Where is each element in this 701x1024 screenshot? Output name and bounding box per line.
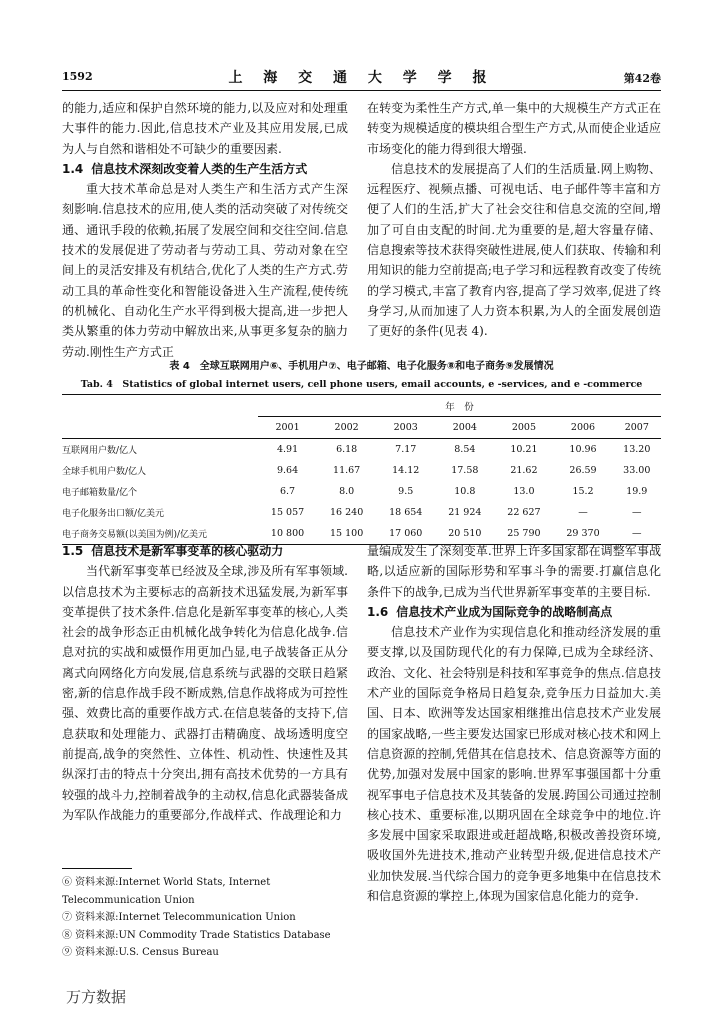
- year-cell: 2005: [494, 417, 553, 439]
- year-cell: 2007: [613, 417, 661, 439]
- header-rule: [62, 90, 661, 91]
- bottom-left-column: [62, 541, 348, 825]
- table-cell: 8.54: [454, 444, 476, 455]
- table-cell: —: [578, 507, 588, 518]
- year-cell: 2006: [553, 417, 612, 439]
- journal-title: 上 海 交 通 大 学 学 报: [228, 70, 495, 86]
- table-cell: 15.2: [572, 486, 594, 497]
- table-row: [62, 460, 661, 481]
- footnote: ⑦ 资料来源:Internet Telecommunication Union: [62, 912, 296, 923]
- table-cell: 8.0: [339, 486, 355, 497]
- section-heading-1-6: [367, 602, 661, 622]
- table-cell: 11.67: [333, 465, 361, 476]
- table-years-row: [62, 417, 661, 439]
- table-cell: 10.21: [510, 444, 538, 455]
- table-cell: 20 510: [435, 523, 494, 545]
- table-cell: 10.96: [569, 444, 597, 455]
- section-number: 1.4: [62, 161, 84, 176]
- year-group-header: 年 份: [258, 395, 661, 417]
- footnote: ⑨ 资料来源:U.S. Census Bureau: [62, 947, 219, 958]
- paragraph: 信息技术的发展提高了人们的生活质量.网上购物、远程医疗、视频点播、可视电话、电子邮件等丰富和方便了人们的生活,扩大了社会交往和信息交流的空间,增加了可自由支配的时间.尤为重要的是,超大容量存储、信息搜索等技术获得突破性进展,使人们获取、传输和利用知识的能力空前提高;电子学习和远程教育改变了传统的学习模式,丰富了教育内容,提高了学习效率,促进了终身学习,从而加速了人力资本积累,为人的全面发展创造了更好的条件(见表 4).: [367, 161, 661, 339]
- paragraph: 当代新军事变革已经波及全球,涉及所有军事领域.以信息技术为主要标志的高新技术迅猛发展,为新军事变革提供了技术条件.信息化是新军事变革的核心,人类社会的战争形态正由机械化战争转化为信息化战争.信息对抗的实战和威慑作用更加凸显,电子战装备正从分离式向网络化方向发展,信息系统与武器的交联日趋紧密,新的信息作战手段不断成熟,信息作战将成为可控性强、效费比高的重要作战方式.在信息装备的支持下,信息获取和处理能力、武器打击精确度、战场透明度空前提高,战争的突然性、立体性、机动性、快速性及其纵深打击的特点十分突出,拥有高技术优势的一方具有较强的战斗力,控制着战争的主动权,信息化武器装备成为军队作战能力的重要部分,作战样式、作战理论和力: [62, 564, 348, 822]
- table-cell: 15 057: [270, 507, 305, 518]
- table-cell: 13.0: [513, 486, 535, 497]
- section-heading-1-4: [62, 159, 348, 179]
- statistics-table: [62, 394, 661, 545]
- table-cell: 21 924: [448, 507, 482, 518]
- table-header-row: [62, 395, 661, 417]
- table-corner: [62, 395, 258, 417]
- table-cell: —: [613, 523, 661, 545]
- row-label: 电子商务交易额(以美国为例)/亿美元: [62, 523, 258, 545]
- table-cell: 7.17: [395, 444, 417, 455]
- footnote: ⑥ 资料来源:Internet World Stats, Internet Telecommunication Union: [62, 877, 271, 906]
- top-left-column: [62, 98, 348, 362]
- table-cell: 21.62: [510, 465, 538, 476]
- running-header: [62, 66, 661, 88]
- volume-label: 第42卷: [623, 72, 661, 85]
- table-cell: 14.12: [392, 465, 420, 476]
- table-cell: 4.91: [276, 444, 299, 455]
- year-cell: 2003: [376, 417, 435, 439]
- section-title: 信息技术是新军事变革的核心驱动力: [91, 544, 284, 558]
- paragraph: 的能力,适应和保护自然环境的能力,以及应对和处理重大事件的能力.因此,信息技术产业及其应用发展,已成为人与自然和谐相处不可缺少的重要因素.: [62, 101, 348, 156]
- footnote-rule: [62, 868, 132, 869]
- row-label: 全球手机用户数/亿人: [62, 467, 147, 477]
- page-number: 1592: [62, 70, 93, 83]
- footnotes: [62, 874, 354, 962]
- table-cell: 19.9: [626, 486, 648, 497]
- table-cell: 6.18: [336, 444, 358, 455]
- table-row: [62, 481, 661, 502]
- section-title: 信息技术深刻改变着人类的生产生活方式: [91, 161, 308, 176]
- row-label: 互联网用户数/亿人: [62, 446, 138, 456]
- year-cell: 2001: [258, 417, 317, 439]
- paragraph: 重大技术革命总是对人类生产和生活方式产生深刻影响.信息技术的应用,使人类的活动突破了对传统交通、通讯手段的依赖,拓展了发展空间和交往空间.信息技术的发展促进了劳动者与劳动工具、劳动对象在空间上的灵活安排及有机结合,优化了人类的生产方式.劳动工具的革命性变化和智能设备进入生产流程,使传统的机械化、自动化生产水平得到极大提高,进一步把人类从繁重的体力劳动中解放出来,从事更多复杂的脑力劳动.刚性生产方式正: [62, 182, 348, 359]
- table-cell: 15 100: [317, 523, 376, 545]
- table-cell: 17 060: [376, 523, 435, 545]
- paragraph: 在转变为柔性生产方式,单一集中的大规模生产方式正在转变为规模适度的模块组合型生产方式,从而使企业适应市场变化的能力得到很大增强.: [367, 101, 661, 156]
- section-number: 1.5: [62, 544, 84, 558]
- table-cell: 25 790: [494, 523, 553, 545]
- bottom-right-column: [367, 541, 661, 906]
- table-cell: 10.8: [454, 486, 476, 497]
- table-row: [62, 439, 661, 461]
- table-cell: 16 240: [330, 507, 364, 518]
- section-heading-1-5: [62, 541, 348, 561]
- table-cell: 9.5: [398, 486, 414, 497]
- row-label: 电子化服务出口额/亿美元: [62, 509, 165, 519]
- table-cell: 13.20: [623, 444, 651, 455]
- table-cell: 10 800: [258, 523, 317, 545]
- table-cell: 29 370: [553, 523, 612, 545]
- table-cell: —: [632, 507, 642, 518]
- watermark: 万方数据: [66, 988, 127, 1006]
- table-cell: 33.00: [623, 465, 651, 476]
- year-cell: 2004: [435, 417, 494, 439]
- table-cell: 18 654: [389, 507, 423, 518]
- row-label: 电子邮箱数量/亿个: [62, 488, 138, 498]
- section-number: 1.6: [367, 604, 389, 619]
- top-right-column: [367, 98, 661, 342]
- table-row: [62, 502, 661, 523]
- table-corner: [62, 417, 258, 439]
- section-title: 信息技术产业成为国际竞争的战略制高点: [396, 604, 613, 619]
- table-cell: 17.58: [451, 465, 479, 476]
- year-cell: 2002: [317, 417, 376, 439]
- table-caption-en: Tab. 4 Statistics of global internet users, cell phone users, email accounts, e -services, and e -commerce: [80, 379, 643, 390]
- paragraph: 信息技术产业作为实现信息化和推动经济发展的重要支撑,以及国防现代化的有力保障,已成为全球经济、政治、文化、社会特别是科技和军事竞争的焦点.信息技术产业的国际竞争格局日趋复杂,竞争压力日益加大.美国、日本、欧洲等发达国家相继推出信息技术产业发展的国家战略,一些主要发达国家已形成对核心技术和网上信息资源的控制,凭借其在信息技术、信息资源等方面的优势,加强对发展中国家的影响.世界军事强国都十分重视军事电子信息技术及其装备的发展.跨国公司通过控制核心技术、重要标准,以期巩固在全球竞争中的地位.许多发展中国家采取跟进或赶超战略,积极改善投资环境,吸收国外先进技术,推动产业转型升级,促进信息技术产业加快发展.当代综合国力的竞争更多地集中在信息技术和信息资源的掌控上,体现为国家信息化能力的竞争.: [367, 625, 661, 904]
- table-cell: 26.59: [569, 465, 597, 476]
- table-cell: 22 627: [507, 507, 541, 518]
- paragraph: 量编成发生了深刻变革.世界上许多国家都在调整军事战略,以适应新的国际形势和军事斗争的需要.打赢信息化条件下的战争,已成为当代世界新军事变革的主要目标.: [367, 544, 661, 599]
- footnote: ⑧ 资料来源:UN Commodity Trade Statistics Database: [62, 929, 331, 941]
- table-cell: 9.64: [276, 465, 299, 476]
- table-cell: 6.7: [279, 486, 296, 497]
- table-caption-zh: 表 4 全球互联网用户⑥、手机用户⑦、电子邮箱、电子化服务⑧和电子商务⑨发展情况: [169, 361, 554, 372]
